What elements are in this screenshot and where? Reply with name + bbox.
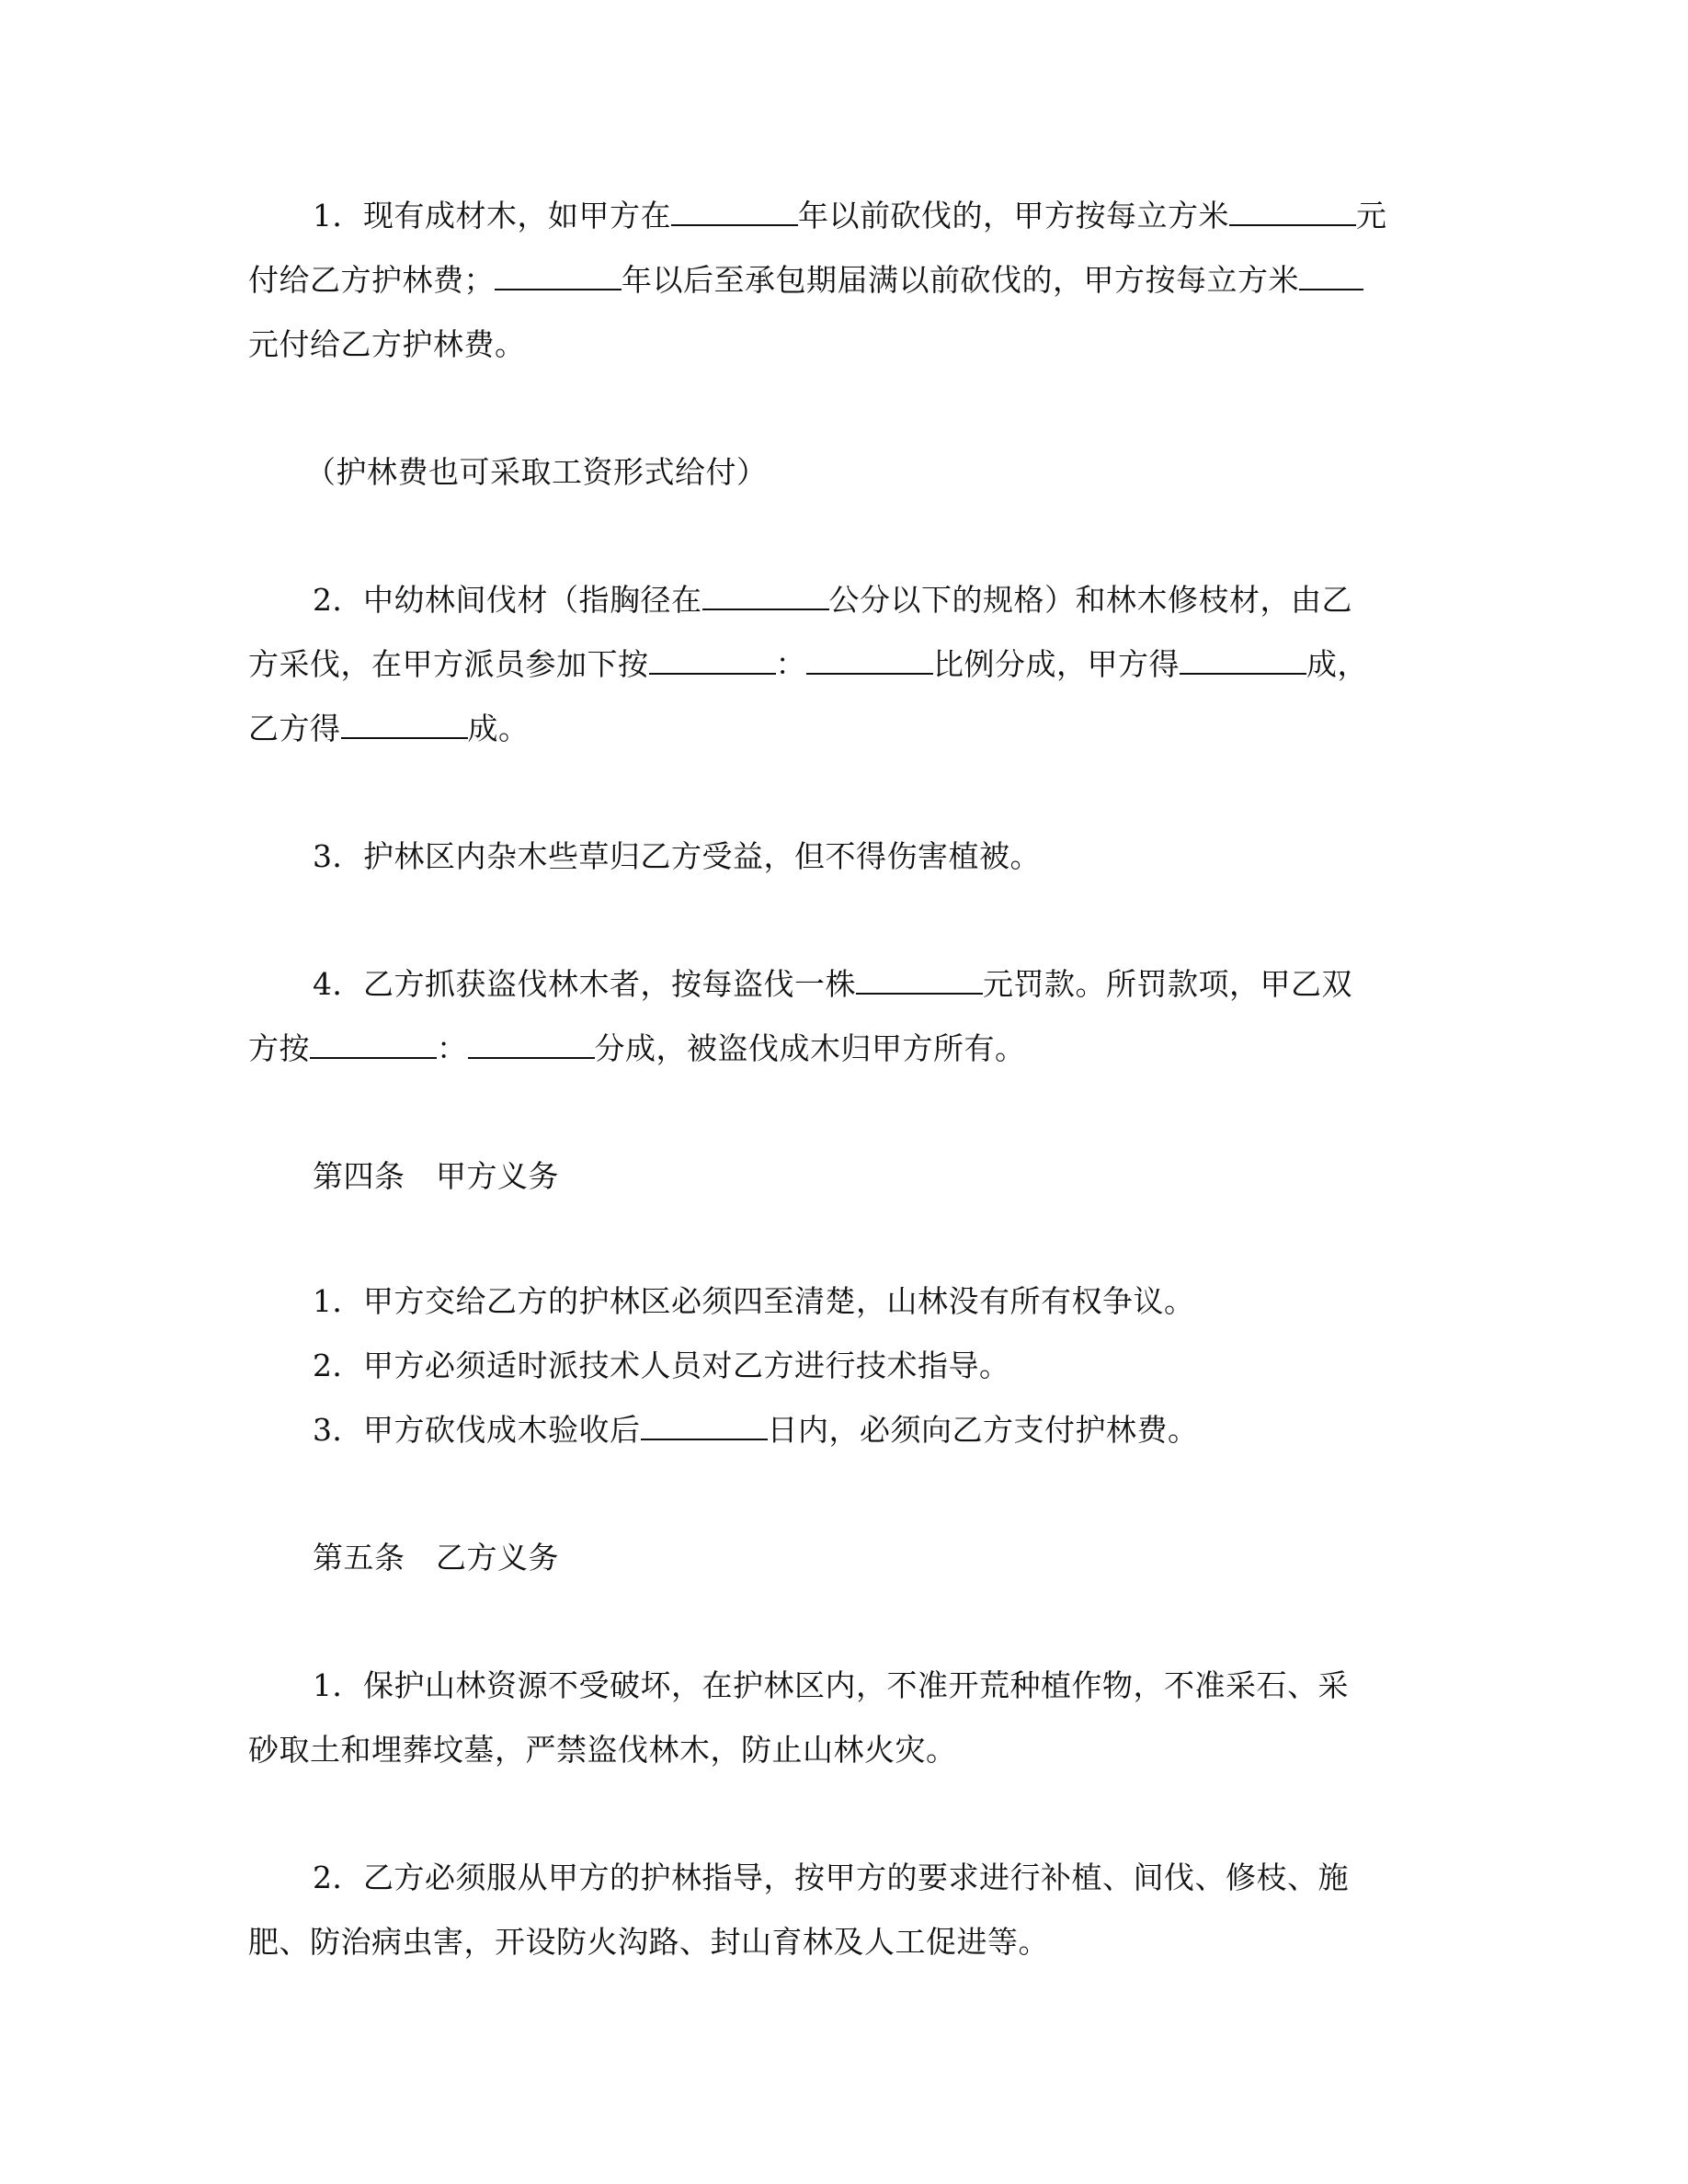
text-line [248, 568, 1434, 632]
text: 方采伐，在甲方派员参加下按 [248, 646, 649, 682]
text: 3．甲方砍伐成木验收后 [313, 1412, 641, 1448]
article-4-items [248, 1269, 1434, 1462]
text-line [248, 1017, 1434, 1081]
text: 1．现有成材木，如甲方在 [313, 198, 671, 233]
article-5-item-2 [248, 1846, 1434, 1974]
text-line [248, 248, 1434, 313]
clause-theft-fine [248, 952, 1434, 1081]
text-line: 砂取土和埋葬坟墓，严禁盗伐林木，防止山林火灾。 [248, 1732, 957, 1768]
list-item: 2．甲方必须适时派技术人员对乙方进行技术指导。 [313, 1348, 1010, 1383]
fill-blank [671, 197, 798, 226]
text: 成。 [467, 711, 530, 746]
fill-blank [341, 710, 468, 739]
text-line: 肥、防治病虫害，开设防火沟路、封山育林及人工促进等。 [248, 1924, 1049, 1960]
fill-blank [806, 645, 933, 675]
text-line [248, 184, 1434, 248]
list-item: 1．甲方交给乙方的护林区必须四至清楚，山林没有所有权争议。 [313, 1283, 1195, 1319]
text: 元罚款。所罚款项，甲乙双 [983, 966, 1352, 1002]
fill-blank [310, 1029, 437, 1059]
text: 年以前砍伐的，甲方按每立方米 [798, 198, 1229, 233]
text-line [248, 313, 1434, 377]
fill-blank [1229, 197, 1356, 226]
text: ： [775, 646, 806, 682]
text: ： [437, 1030, 468, 1066]
fill-blank [1180, 645, 1306, 675]
article-5-heading: 第五条 乙方义务 [313, 1540, 559, 1575]
text: 乙方得 [248, 711, 341, 746]
clause-timber-fee [248, 184, 1434, 377]
note-line: （护林费也可采取工资形式给付） [305, 454, 768, 490]
fill-blank [856, 965, 983, 995]
text: 方按 [248, 1030, 310, 1066]
clause-undergrowth: 3．护林区内杂木些草归乙方受益，但不得伤害植被。 [313, 838, 1041, 874]
clause-thinning [248, 568, 1434, 761]
text: 元付给乙方护林费。 [248, 326, 526, 362]
article-4-heading: 第四条 甲方义务 [313, 1158, 559, 1194]
text: 付给乙方护林费； [248, 262, 495, 298]
text: 分成，被盗伐成木归甲方所有。 [594, 1030, 1026, 1066]
text-line [248, 952, 1434, 1017]
text: 4．乙方抓获盗伐林木者，按每盗伐一株 [313, 966, 856, 1002]
fill-blank [641, 1411, 768, 1440]
fill-blank [468, 1029, 595, 1059]
text: 2．中幼林间伐材（指胸径在 [313, 582, 702, 618]
text: 公分以下的规格）和林木修枝材，由乙 [828, 582, 1352, 618]
text: 比例分成，甲方得 [933, 646, 1180, 682]
document-page [248, 165, 1434, 1974]
fill-blank [1299, 261, 1363, 290]
text: 成， [1306, 646, 1368, 682]
fill-blank [702, 581, 829, 610]
fill-blank [495, 261, 622, 290]
text: 日内，必须向乙方支付护林费。 [767, 1412, 1199, 1448]
fill-blank [649, 645, 776, 675]
list-item [248, 1398, 1434, 1462]
text: 元 [1356, 198, 1387, 233]
text-line: 1．保护山林资源不受破坏，在护林区内，不准开荒种植作物，不准采石、采 [313, 1667, 1349, 1703]
text-line: 2．乙方必须服从甲方的护林指导，按甲方的要求进行补植、间伐、修枝、施 [313, 1860, 1349, 1895]
text-line [248, 697, 1434, 761]
text: 年以后至承包期届满以前砍伐的，甲方按每立方米 [622, 262, 1299, 298]
article-5-item-1 [248, 1654, 1434, 1782]
text-line [248, 632, 1434, 697]
